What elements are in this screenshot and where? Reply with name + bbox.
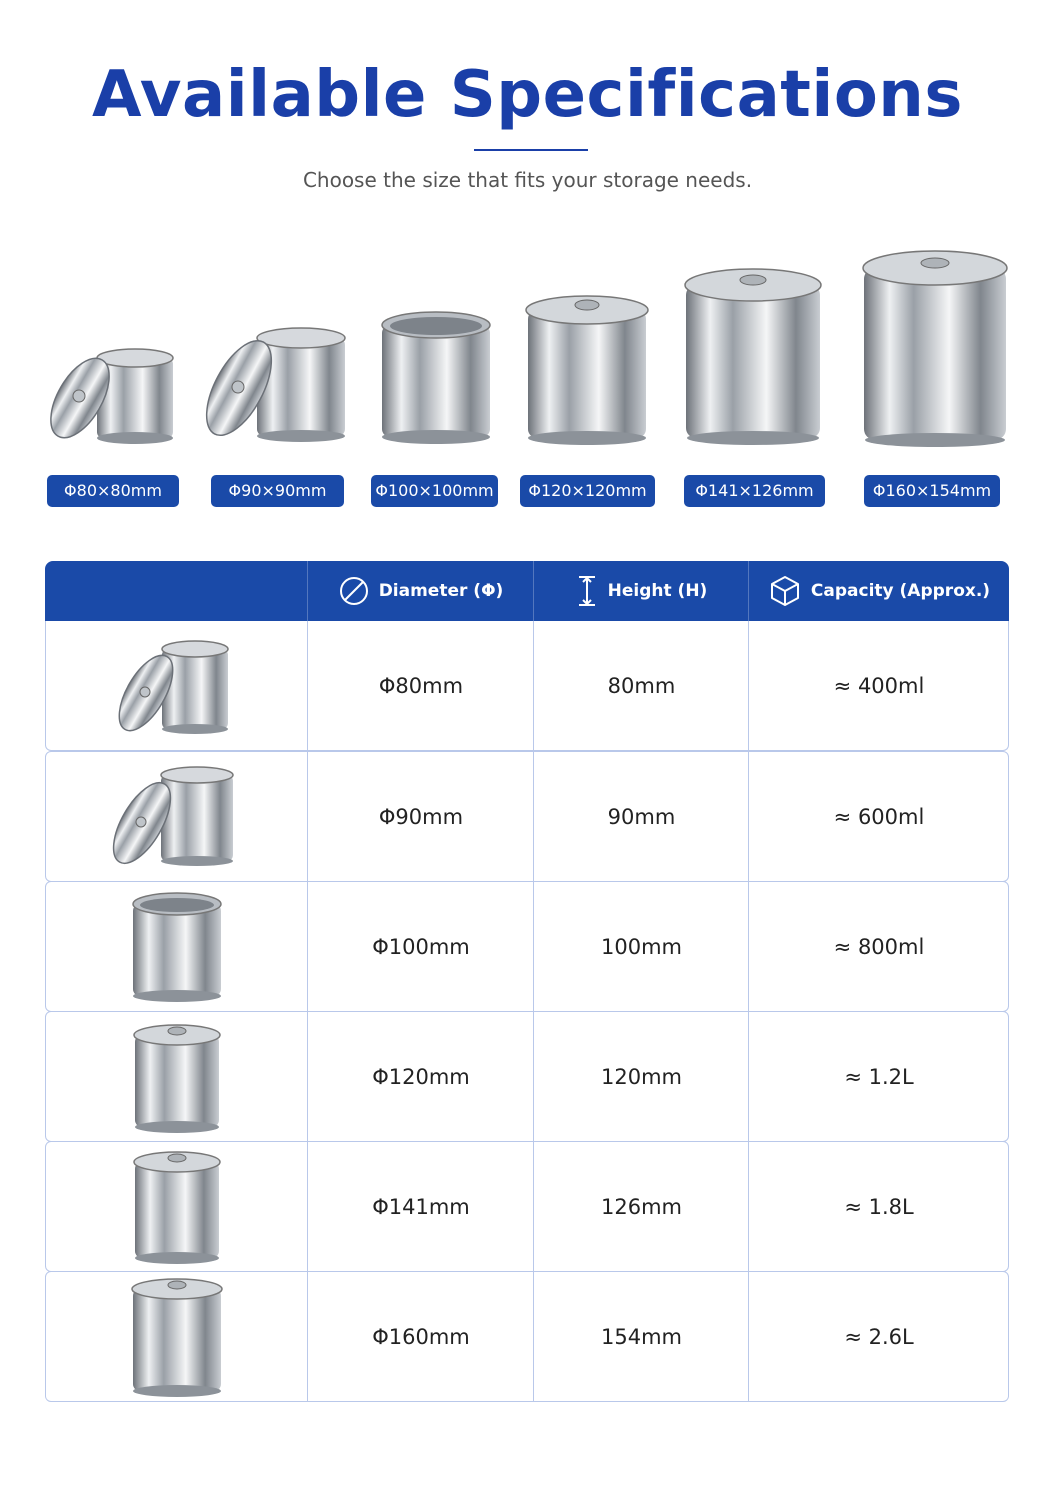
lineup-item (370, 230, 500, 510)
table-row (45, 621, 1009, 751)
column-header-diameter: Diameter (Φ) (307, 561, 534, 621)
diameter-icon (339, 576, 369, 606)
canister-open-lid-icon (45, 230, 185, 450)
size-label: Φ90×90mm (211, 475, 344, 507)
table-header (45, 561, 1009, 621)
canister-closed-lid-icon (127, 1275, 227, 1399)
height-cell: 100mm (533, 882, 749, 1011)
diameter-cell: Φ120mm (307, 1012, 534, 1141)
row-image (46, 621, 307, 750)
table-row (45, 881, 1009, 1012)
diameter-cell: Φ160mm (307, 1272, 534, 1401)
canister-closed-lid-icon (127, 1019, 227, 1135)
size-lineup (0, 230, 1055, 520)
page-title: Available Specifications (92, 58, 963, 132)
canister-closed-lid-icon (518, 230, 658, 450)
size-label: Φ100×100mm (371, 475, 498, 507)
capacity-cell: ≈ 400ml (748, 621, 1009, 750)
lineup-item (205, 230, 355, 510)
canister-open-lid-icon (112, 631, 242, 741)
canister-no-lid-icon (127, 890, 227, 1004)
row-image (46, 1272, 307, 1401)
height-cell: 80mm (533, 621, 749, 750)
diameter-cell: Φ141mm (307, 1142, 534, 1271)
canister-open-lid-icon (107, 761, 247, 873)
height-cell: 126mm (533, 1142, 749, 1271)
lineup-item (860, 230, 1010, 510)
canister-open-lid-icon (205, 230, 355, 450)
cube-icon (769, 575, 801, 607)
height-icon (576, 575, 598, 607)
canister-closed-lid-icon (682, 230, 827, 450)
capacity-cell: ≈ 600ml (748, 752, 1009, 881)
canister-closed-lid-icon (127, 1148, 227, 1266)
row-image (46, 752, 307, 881)
table-row (45, 1011, 1009, 1142)
lineup-item (682, 230, 827, 510)
title-divider (474, 149, 588, 151)
size-label: Φ141×126mm (684, 475, 825, 507)
table-row (45, 1141, 1009, 1272)
capacity-cell: ≈ 1.2L (748, 1012, 1009, 1141)
table-row (45, 1271, 1009, 1402)
size-label: Φ120×120mm (520, 475, 655, 507)
row-image (46, 1012, 307, 1141)
table-row (45, 751, 1009, 882)
diameter-cell: Φ80mm (307, 621, 534, 750)
height-cell: 90mm (533, 752, 749, 881)
lineup-item (518, 230, 658, 510)
column-header-image (45, 561, 307, 621)
column-header-capacity: Capacity (Approx.) (748, 561, 1010, 621)
capacity-cell: ≈ 1.8L (748, 1142, 1009, 1271)
height-cell: 120mm (533, 1012, 749, 1141)
diameter-cell: Φ100mm (307, 882, 534, 1011)
spec-table (45, 561, 1009, 1417)
size-label: Φ160×154mm (864, 475, 1000, 507)
column-header-height: Height (H) (533, 561, 749, 621)
canister-no-lid-icon (370, 230, 500, 450)
capacity-cell: ≈ 2.6L (748, 1272, 1009, 1401)
canister-closed-lid-icon (860, 230, 1010, 450)
size-label: Φ80×80mm (47, 475, 179, 507)
height-cell: 154mm (533, 1272, 749, 1401)
page-subtitle: Choose the size that fits your storage needs. (302, 168, 753, 192)
capacity-cell: ≈ 800ml (748, 882, 1009, 1011)
row-image (46, 1142, 307, 1271)
diameter-cell: Φ90mm (307, 752, 534, 881)
row-image (46, 882, 307, 1011)
lineup-item (45, 230, 185, 510)
